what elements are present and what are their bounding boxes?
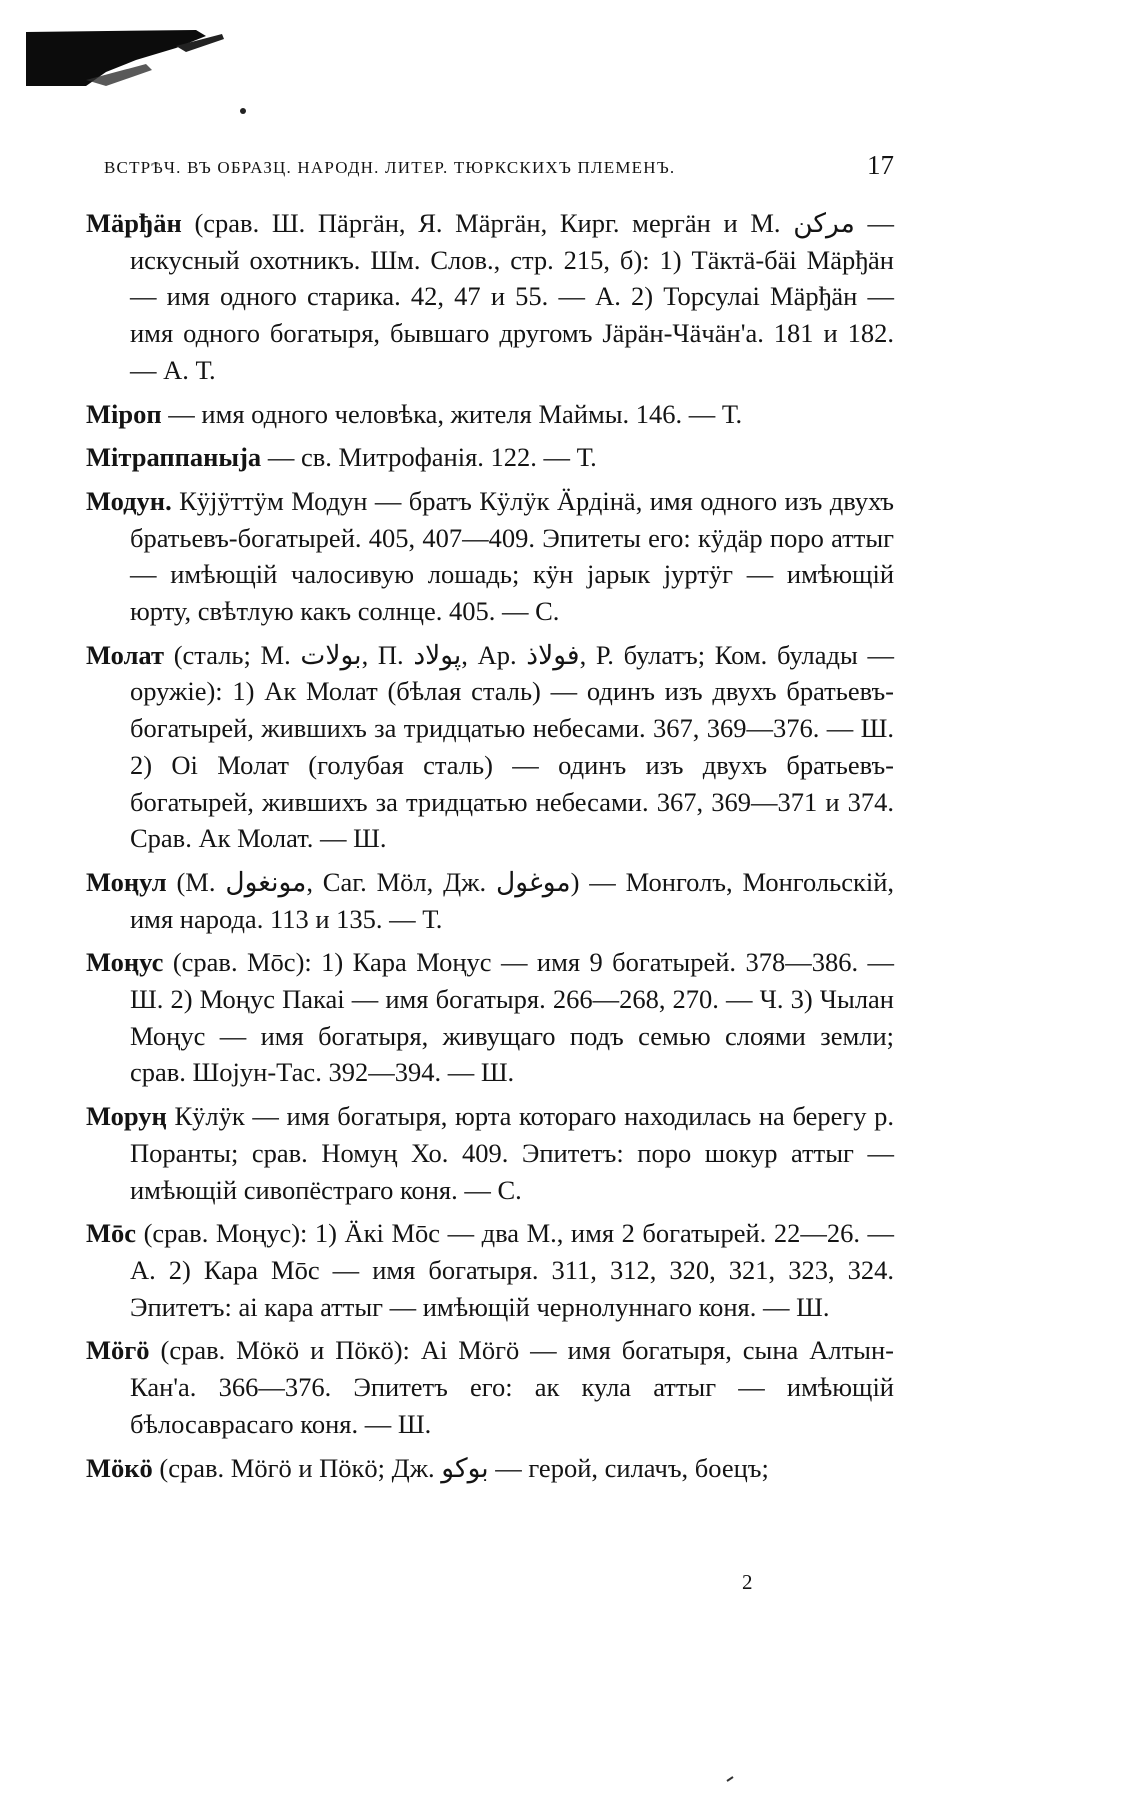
- entry-headword: Мӧгӧ: [86, 1335, 150, 1366]
- entry-headword: Мōс: [86, 1218, 137, 1249]
- entry-text: — имя одного человѣка, жителя Маймы. 146. — Т.: [168, 398, 743, 429]
- entry-headword: Моңус: [86, 947, 164, 978]
- dictionary-entries: [86, 205, 894, 1493]
- entry-text: (срав. Мōс): 1) Кара Моңус — имя 9 богатырей. 378—386. — Ш. 2) Моңус Пакаі — имя богатыря. 266—268, 270. — Ч. 3) Чылан Моңус — имя богатыря, живущаго подъ семью слоями земли; срав. Шојун-Тас. 392—394. — Ш.: [130, 947, 895, 1088]
- dictionary-entry: [86, 439, 894, 476]
- entry-headword: Мäрђäн: [86, 208, 182, 238]
- dictionary-entry: [86, 483, 894, 630]
- dictionary-entry: [86, 864, 894, 937]
- entry-text: (срав. Мӧкӧ и Пӧкӧ): Аі Мӧгӧ — имя богатыря, сына Алтын-Кан'а. 366—376. Эпитетъ его: ак кула аттыг — имѣющій бѣлосаврасаго коня. — Ш.: [130, 1335, 894, 1439]
- entry-text: (М. مونغول, Саг. Мӧл, Дж. موغول) — Монголъ, Монгольскій, имя народа. 113 и 135. — Т.: [130, 866, 895, 934]
- entry-headword: Мітраппаныја: [86, 442, 262, 473]
- entry-headword: Мӧкӧ: [86, 1452, 153, 1483]
- sheet-signature: 2: [742, 1570, 753, 1594]
- printed-dot: [239, 100, 247, 108]
- entry-text: (сталь; М. بولات, П. پولاد, Ар. فولاذ, Р. булатъ; Ком. булады — оружіе): 1) Ак Молат (бѣлая сталь) — одинъ изъ двухъ братьевъ-богатырей, жившихъ за тридцатью небесами. 367, 369—376. — Ш. 2) Оі Молат (голубая сталь) — одинъ изъ двухъ братьевъ-богатырей, жившихъ за тридцатью небесами. 367, 369—371 и 374. Срав. Ак Молат. — Ш.: [130, 639, 894, 854]
- dictionary-entry: [86, 1450, 894, 1487]
- dictionary-entry: [86, 1098, 894, 1208]
- dictionary-entry: [86, 396, 894, 433]
- page-number: 17: [867, 150, 894, 180]
- entry-headword: Молат: [86, 639, 165, 670]
- running-head: [86, 150, 894, 186]
- entry-headword: Моңул: [86, 866, 167, 897]
- entry-text: (срав. Ш. Пäргäн, Я. Мäргäн, Кирг. мергäн и М. مرکن — искусный охотникъ. Шм. Слов., стр. 215, б): 1) Тäктä-бäі Мäрђäн — имя одного старика. 42, 47 и 55. — А. 2) Торсулаі Мäрђäн — имя одного богатыря, бывшаго другомъ Јäрäн-Чäчäн'а. 181 и 182. — А. Т.: [130, 208, 894, 385]
- entry-headword: Модун.: [86, 485, 172, 516]
- running-head-title: ВСТРѢЧ. ВЪ ОБРАЗЦ. НАРОДН. ЛИТЕР. ТЮРКСКИХЪ ПЛЕМЕНЪ.: [104, 158, 676, 177]
- entry-text: (срав. Мӧгӧ и Пӧкӧ; Дж. بوكو — герой, силачъ, боецъ;: [159, 1452, 769, 1483]
- entry-headword: Міроп: [86, 398, 162, 429]
- entry-text: Кӱјӱттӱм Модун — братъ Кӱлӱк Äрдінä, имя одного изъ двухъ братьевъ-богатырей. 405, 407—409. Эпитеты его: кӱдäр поро аттыг — имѣющій чалосивую лошадь; кӱн јарык јуртӱг — имѣющій юрту, свѣтлую какъ солнце. 405. — С.: [130, 485, 895, 627]
- entry-text: — св. Митрофанія. 122. — Т.: [267, 442, 597, 473]
- dictionary-entry: [86, 944, 894, 1091]
- entry-headword: Моруң: [86, 1101, 167, 1132]
- dictionary-entry: [86, 205, 894, 389]
- dictionary-entry: [86, 637, 894, 857]
- ink-blot-corner: [26, 30, 226, 86]
- printed-mark-bottom: [726, 1768, 734, 1776]
- dictionary-entry: [86, 1215, 894, 1325]
- dictionary-entry: [86, 1332, 894, 1442]
- entry-text: Кӱлӱк — имя богатыря, юрта котораго находилась на берегу р. Поранты; срав. Номуң Хо. 409. Эпитетъ: поро шокур аттыг — имѣющій сивопёстраго коня. — С.: [130, 1101, 894, 1205]
- entry-text: (срав. Моңус): 1) Äкі Мōс — два М., имя 2 богатырей. 22—26. — А. 2) Кара Мōс — имя богатыря. 311, 312, 320, 321, 323, 324. Эпитетъ: аі кара аттыг — имѣющій чернолуннаго коня. — Ш.: [130, 1218, 894, 1322]
